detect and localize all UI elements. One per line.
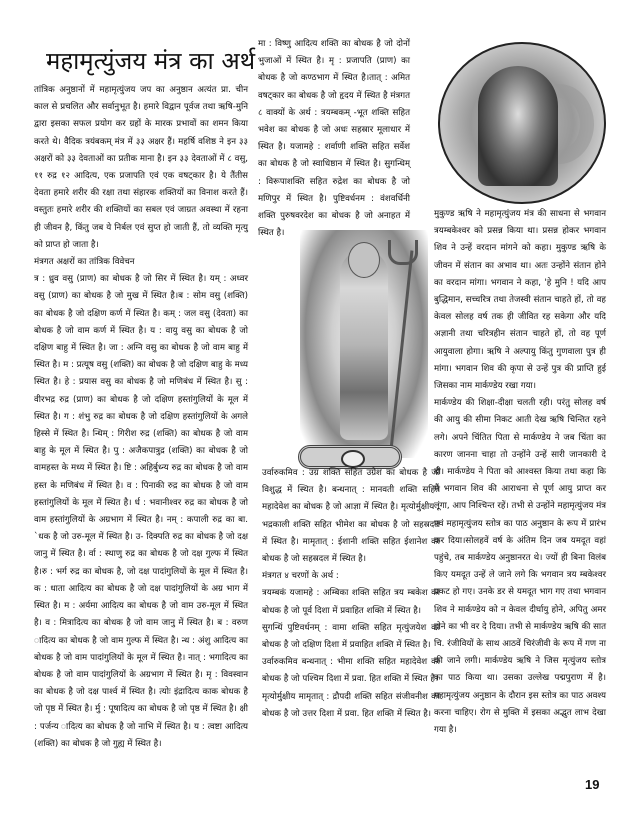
intro-paragraph: तांत्रिक अनुष्ठानों में महामृत्युंजय जप का अनुष्ठान अत्यंत प्रा. चीन काल से प्रचलित और सर्वानुभूत है। हमारे विद्वान पूर्वज तथा ऋषि-मुनि द्वारा इसका सफल प्रयोग कर ग्रहों के मारक प्रभावों का शमन किया करते थे। वैदिक त्रयंबकम् मंत्र में ३३ अक्षर हैं। महर्षि वशिष्ठ ने इन ३३ अक्षरों को ३३ देवताओं का प्रतीक माना है। इन ३३ देवताओं में ८ वसु, ११ रुद्र १२ आदित्य, एक प्रजापति एवं एक वषट्कार है। ये तैंतीस देवता हमारे शरीर की रक्षा तथा संहारक शक्तियों का विनाश करते हैं। वस्तुतः हमारे शरीर की शक्तियों का सबल एवं जाग्रत अवस्था में रहना ही जीवन है, किंतु जब ये निर्बल एवं सुप्त हो जाती हैं, तो व्यक्ति मृत्यु को प्राप्त हो जाता है।	[34, 85, 248, 250]
shiva-image	[300, 230, 428, 458]
trident-head-icon	[388, 240, 418, 265]
page-number: 19	[585, 777, 600, 792]
deity-medallion-image	[438, 42, 606, 204]
charan-1: त्रयम्बकं यजामहे : अम्बिका शक्ति सहित त्रय म्बकेश का बोधक है जो पूर्व दिशा में प्रवाहित शक्ति में स्थित है।	[262, 588, 440, 616]
shiva-body	[340, 250, 388, 440]
column-2-top	[258, 36, 410, 242]
column-2-bottom	[262, 465, 440, 723]
column-1	[34, 82, 248, 753]
column-3	[434, 206, 606, 739]
charan-2: सुगन्धिं पुष्टिवर्धनम् : वामा शक्ति सहित मृत्युंजयेश का बोधक है जो दक्षिण दिशा में प्रवाहित शक्ति में स्थित है।	[262, 622, 440, 651]
words-paragraph: मा : विष्णु आदित्य शक्ति का बोधक है जो दोनों भुजाओं में स्थित है। मृ : प्रजापति (प्राण) का बोधक है जो कण्ठभाग में स्थित है।तात् : अमित वषट्कार का बोधक है जो हृदय में स्थित है मंत्रगत ८ वाक्यों के अर्थ : त्रयम्बकम् -भूत शक्ति सहित भवेश का बोधक है जो अधः सहस्रार मूलाधार में स्थित है। यजामहे : शर्वाणी शक्ति सहित सर्वेश का बोधक है जो स्वाधिष्ठान में स्थित है। सुगन्धिम् : विरूपाशक्ति सहित रुद्रेश का बोधक है जो मणिपुर में स्थित है। पुष्टिवर्धनम : वंशवर्धिनी शक्ति पुरुषवरदेश का बोधक है जो अनाहत में स्थित है।	[258, 39, 410, 239]
section-heading: मंत्रगत अक्षरों का तांत्रिक विवेचन	[34, 257, 135, 268]
shiva-head	[348, 242, 380, 278]
trident-icon	[390, 250, 414, 449]
letters-paragraph: त्र : ध्रुव वसु (प्राण) का बोधक है जो सिर में स्थित है। यम् : अध्वर वसु (प्राण) का बोधक है जो मुख में स्थित है।ब : सोम वसु (शक्ति) का बोधक है जो दक्षिण कर्ण में स्थित है। कम् : जल वसु (देवता) का बोधक है जो वाम कर्ण में स्थित है। य : वायु वसु का बोधक है जो दक्षिण बाहु में स्थित है। जा : अग्नि वसु का बोधक है जो वाम बाहु में स्थित है। म : प्रत्यूष वसु (शक्ति) का बोधक है जो दक्षिण बाहु के मध्य स्थित है। हे : प्रयास वसु का बोधक है जो मणिबंध में स्थित है। सु : वीरभद्र रुद्र (प्राण) का बोधक है जो दक्षिण हस्तांगुलियों के मूल में स्थित है। ग : शंभु रुद्र का बोधक है जो दक्षिण हस्तांगुलियों के अगले हिस्से में स्थित है। न्धिम् : गिरीश रुद्र (शक्ति) का बोधक है जो वाम बाहु के मूल में स्थित है। पु : अजैकपात्रुद्र (शक्ति) का बोधक है जो वामहस्त के मध्य में स्थित है। ष्टि : अहिर्बुध्न्य रुद्र का बोधक है जो वाम हस्त के मणिबंध में स्थित है। व : पिनाकी रुद्र का बोधक है जो वाम हस्तांगुलियों के मूल में स्थित है। र्ध : भवानीश्वर रुद्र का बोधक है जो वाम हस्तांगुलियों के अग्रभाग में स्थित है। नम् : कपाली रुद्र का बा. `धक है जो उरु-मूल में स्थित है। उ- दिक्पति रुद्र का बोधक है जो दक्ष जानु में स्थित है। र्वा : स्थाणु रुद्र का बोधक है जो दक्ष गुल्फ में स्थित है।रु : भर्ग रुद्र का बोधक है, जो दक्ष पादांगुलियों के मूल में स्थित है। क : धाता आदित्य का बोधक है जो दक्ष पादांगुलियों के अग्र भाग में स्थित है। म : अर्यमा आदित्य का बोधक है जो वाम उरु-मूल में स्थित है। व : मित्रादित्य का बोधक है जो वाम जानु में स्थित है। ब : वरुण ादित्य का बोधक है जो वाम गुल्फ में स्थित है। न्ध : अंशु आदित्य का बोधक है जो वाम पादांगुलियों के मूल में स्थित है। नात् : भगादित्य का बोधक है जो वाम पादांगुलियों के अग्रभाग में स्थित है। मृ : विवस्वान का बोधक है जो दक्ष पार्श्व में स्थित है। त्योः इंद्रादित्य काक बोधक है जो पृष्ठ में स्थित है। र्मु : पूषादित्य का बोधक है जो पृष्ठ में स्थित है। क्षी : पर्जन्य ादित्य का बोधक है जो नाभि में स्थित है। य : त्वष्टा आदित्य (शक्ति) का बोधक है जो गुह्य में स्थित है।	[34, 274, 248, 749]
story-paragraph-2: मार्कण्डेय की शिक्षा-दीक्षा चलती रही। परंतु सोलह वर्ष की आयु की सीमा निकट आती देख ऋषि चिन्तित रहने लगे। अपने चिंतित पिता से मार्कण्डेय ने जब चिंता का कारण जानना चाहा तो उन्होंने उन्हें सारी जानकारी दे दी। मार्कण्डेय ने पिता को आश्वस्त किया तथा कहा कि मैं भगवान शिव की आराधना से पूर्ण आयु प्राप्त कर लूंगा, आप निश्चिन्त रहें। तभी से उन्होंने महामृत्युंजय मंत्र एवं महामृत्युंजय स्तोत्र का पाठ अनुष्ठान के रूप में प्रारंभ कर दिया।सोलहवें वर्ष के अंतिम दिन जब यमदूत वहां पहुंचे, तब मार्कण्डेय अनुष्ठानरत थे। ज्यों ही बिना विलंब किए यमदूत उन्हें ले जाने लगे कि भगवान त्रय म्बकेश्वर प्रकट हो गए। उनके डर से यमदूत भाग गए तथा भगवान शिव ने मार्कण्डेय को न केवल दीर्घायु होने, अपितु अमर होने का भी वर दे दिया। तभी से मार्कण्डेय ऋषि की सात चि. रंजीवियों के साथ आठवें चिरंजीवी के रूप में गण ना की जाने लगी। मार्कण्डेय ऋषि ने जिस मृत्युंजय स्तोत्र का पाठ किया था। उसका उल्लेख पद्मपुराण में है। महामृत्युंजय अनुष्ठान के दौरान इस स्तोत्र का पाठ अवश्य करना चाहिए। रोग से मुक्ति में इसका अद्भुत लाभ देखा गया है।	[434, 398, 606, 736]
deity-figure	[478, 66, 558, 186]
words-paragraph-cont: उर्वारुकमिव : उग्र शक्ति सहित उग्रेश का बोधक है जो विशुद्ध में स्थित है। बन्धनात् : मानवती शक्ति सहित महादेवेश का बोधक है जो आज्ञा में स्थित है। मृत्योर्मुक्षीय : भद्रकाली शक्ति सहित भीमेश का बोधक है जो सहस्रदल में स्थित है। मामृतात् : ईशानी शक्ति सहित ईशानेश का बोधक है जो सहस्रदल में स्थित है।	[262, 468, 440, 565]
story-paragraph-1: मुकुण्ड ऋषि ने महामृत्युंजय मंत्र की साधना से भगवान त्रयम्बकेश्वर को प्रसन्न किया था। प्रसन्न होकर भगवान शिव ने उन्हें वरदान मांगने को कहा। मुकुण्ड ऋषि के जीवन में संतान का अभाव था। अतः उन्होंने संतान होने का वरदान मांगा। भगवान ने कहा, 'हे मुनि ! यदि आप बुद्धिमान, सच्चरित्र तथा तेजस्वी संतान चाहते हों, तो वह केवल सोलह वर्ष तक ही जीवित रह सकेगा और यदि अज्ञानी तथा चरित्रहीन संतान चाहते हों, तो वह पूर्ण आयुवाला होगा। ऋषि ने अल्पायु किंतु गुणवाला पुत्र ही मांगा। भगवान शिव की कृपा से उन्हें पुत्र की प्राप्ति हुई जिसका नाम मार्कण्डेय रखा गया।	[434, 209, 606, 392]
article-title: महामृत्युंजय मंत्र का अर्थ	[46, 47, 256, 75]
charan-3: उर्वारुकमिव बन्धनात् : भीमा शक्ति सहित महादेवेश का बोधक है जो पश्चिम दिशा में प्रवा. हित शक्ति में स्थित है।	[262, 657, 440, 685]
charan-heading: मंत्रगत ४ चरणों के अर्थ :	[262, 571, 339, 582]
charan-4: मृत्योर्मुक्षीय मामृतात् : द्रौपदी शक्ति सहित संजीवनीश का बोधक है जो उत्तर दिशा में प्रवा. हित शक्ति में स्थित है।	[262, 691, 440, 719]
